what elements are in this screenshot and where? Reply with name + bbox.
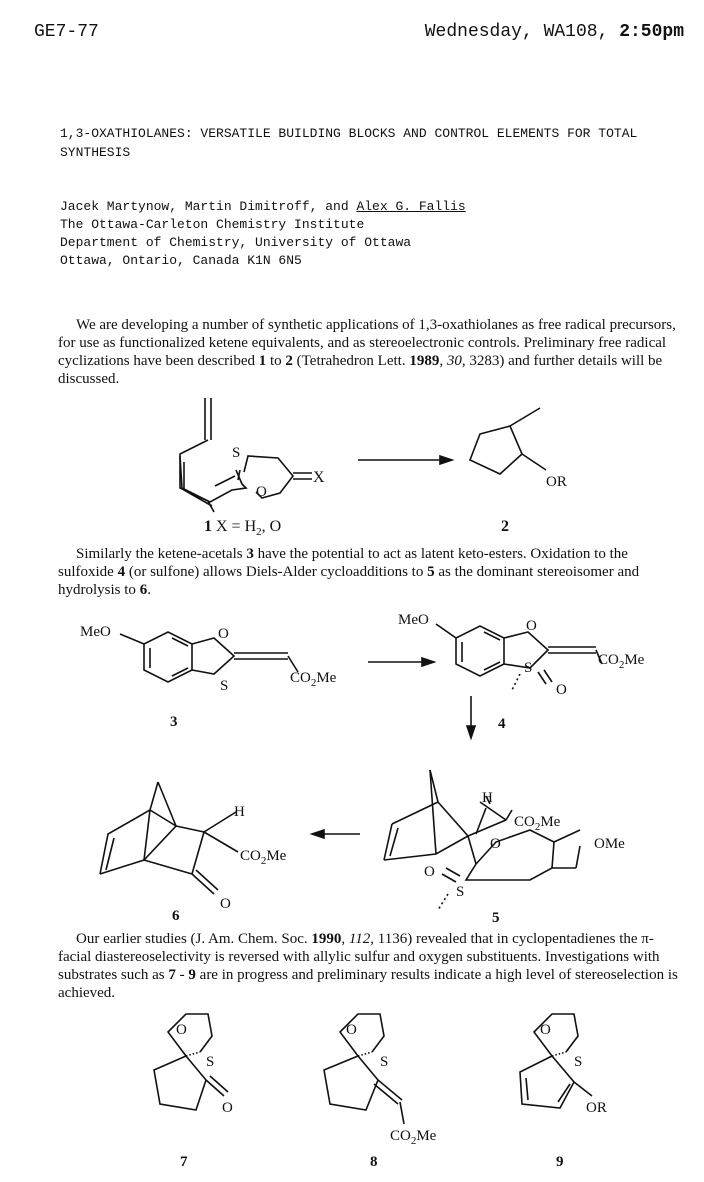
reaction-arrow-left <box>312 830 360 838</box>
compound-1-structure <box>180 398 312 512</box>
p3-compound-ref: 7 <box>168 967 176 983</box>
session-info <box>425 22 684 42</box>
p1-compound-ref: 1 <box>258 353 267 369</box>
author-names-prefix: Jacek Martynow, Martin Dimitroff, and <box>60 199 357 214</box>
atom-label-O: O <box>556 682 567 698</box>
p1-volume: 30 <box>446 353 462 369</box>
compound-6-label: 6 <box>172 908 180 924</box>
atom-label-O: O <box>176 1022 187 1038</box>
atom-label-O: O <box>540 1022 551 1038</box>
atom-label-O: O <box>490 836 501 852</box>
compound-4-structure <box>436 624 602 690</box>
co-text: CO <box>514 814 535 830</box>
compound-3-label: 3 <box>170 714 178 730</box>
p2-compound-ref: 6 <box>139 582 148 598</box>
atom-label-H: H <box>234 804 245 820</box>
scheme-2-diels-alder <box>0 598 704 930</box>
p3-text-e: are in progress and preliminary results indicate a high level of stereoselection is achieved. <box>58 967 678 1001</box>
p2-text-f: . <box>147 582 151 598</box>
me-text: Me <box>416 1128 437 1144</box>
atom-label-OR: OR <box>586 1100 607 1116</box>
compound-7-structure <box>154 1014 228 1110</box>
atom-label-O: O <box>218 626 229 642</box>
p3-compound-ref: 9 <box>188 967 196 983</box>
compound-4-label: 4 <box>498 716 506 732</box>
p3-text-d: - <box>175 967 189 983</box>
p3-year: 1990 <box>311 931 342 947</box>
compound-1-x-alt: , O <box>261 518 282 535</box>
p1-compound-ref: 2 <box>285 353 293 369</box>
p1-text-e: , <box>439 353 447 369</box>
p2-text-d: (or sulfone) allows Diels-Alder cycloadditions to <box>125 564 428 580</box>
reaction-arrow-down <box>467 696 475 738</box>
OMe-label: OMe <box>594 836 625 852</box>
paragraph-1 <box>58 316 684 388</box>
me-text: Me <box>266 848 287 864</box>
co-text: CO <box>240 848 261 864</box>
atom-label-O: O <box>222 1100 233 1116</box>
atom-label-X: X <box>313 469 325 486</box>
subscript-2: 2 <box>260 855 267 867</box>
CO2Me-label <box>290 670 337 689</box>
compound-number-1: 1 <box>204 518 212 535</box>
CO2Me-label <box>240 848 287 867</box>
atom-label-S: S <box>574 1054 583 1070</box>
CO2Me-label <box>598 652 645 671</box>
subscript-2: 2 <box>410 1135 417 1147</box>
atom-label-O: O <box>526 618 537 634</box>
atom-label-O: O <box>220 896 231 912</box>
scheme-3-spiro-substrates <box>0 1000 704 1180</box>
reaction-arrow <box>368 658 434 666</box>
p2-compound-ref: 3 <box>246 546 254 562</box>
atom-label-OR: OR <box>546 474 567 490</box>
author-names <box>60 198 466 216</box>
p1-text-f: , 3283) and further details will be discussed. <box>58 353 663 387</box>
compound-1-label <box>204 518 281 538</box>
compound-2-structure <box>470 408 546 474</box>
subscript-2: 2 <box>310 677 317 689</box>
compound-5-label: 5 <box>492 910 500 926</box>
atom-label-O: O <box>424 864 435 880</box>
atom-label-S: S <box>220 678 229 694</box>
compound-1-x-def: X = H <box>212 518 257 535</box>
paragraph-2 <box>58 545 684 599</box>
paper-title: 1,3-OXATHIOLANES: VERSATILE BUILDING BLOCKS AND CONTROL ELEMENTS FOR TOTAL SYNTHESIS <box>60 126 638 160</box>
compound-8-label: 8 <box>370 1154 378 1170</box>
subscript-2: 2 <box>618 659 625 671</box>
compound-1-subscript: 2 <box>256 526 262 538</box>
affiliation-address: Ottawa, Ontario, Canada K1N 6N5 <box>60 253 302 268</box>
atom-label-S: S <box>232 445 241 461</box>
p3-volume: 112 <box>348 931 371 947</box>
co-text: CO <box>290 670 311 686</box>
compound-2-label: 2 <box>501 518 509 535</box>
atom-label-S: S <box>206 1054 215 1070</box>
paragraph-3 <box>58 930 684 1002</box>
p2-text-e: as the dominant stereoisomer and hydrolysis to <box>58 564 640 598</box>
p2-compound-ref: 4 <box>117 564 126 580</box>
atom-label-O: O <box>256 484 267 500</box>
MeO-label: MeO <box>398 612 429 628</box>
compound-8-structure <box>324 1014 404 1124</box>
atom-label-S: S <box>456 884 465 900</box>
p1-text-d: (Tetrahedron Lett. <box>292 353 410 369</box>
CO2Me-label <box>390 1128 437 1147</box>
p1-text-c: to <box>266 353 286 369</box>
session-time: 2:50pm <box>619 22 684 42</box>
MeO-label: MeO <box>80 624 111 640</box>
subscript-2: 2 <box>534 821 541 833</box>
abstract-code: GE7-77 <box>34 22 99 42</box>
p2-text-a: Similarly the ketene-acetals <box>76 546 247 562</box>
presenting-author: Alex G. Fallis <box>356 199 466 214</box>
p2-compound-ref: 5 <box>427 564 435 580</box>
compound-7-label: 7 <box>180 1154 188 1170</box>
p3-text-c: , 1136) revealed that in cyclopentadienes the π-facial diastereoselectivity is reversed with allylic sulfur and oxygen substituents. Investigations with substrates such as <box>58 931 660 983</box>
atom-label-O: O <box>346 1022 357 1038</box>
atom-label-S: S <box>524 660 533 676</box>
co-text: CO <box>390 1128 411 1144</box>
compound-6-structure <box>100 782 238 894</box>
session-prefix: Wednesday, WA108, <box>424 22 620 42</box>
scheme-1-radical-cyclization <box>0 390 704 540</box>
me-text: Me <box>316 670 337 686</box>
p1-text-a: We are developing a number of synthetic applications of 1,3-oxathiolanes as free radical precursors, for use as functionalized ketene equivalents, and as stereoelectronic controls. Preliminary free radical cyclizations have been described <box>58 317 676 369</box>
affiliation-department: Department of Chemistry, University of Ottawa <box>60 235 412 250</box>
author-block <box>60 198 466 270</box>
compound-9-label: 9 <box>556 1154 564 1170</box>
affiliation-institute: The Ottawa-Carleton Chemistry Institute <box>60 217 365 232</box>
CO2Me-label <box>514 814 561 833</box>
co-text: CO <box>598 652 619 668</box>
atom-label-H: H <box>482 790 493 806</box>
compound-3-structure <box>120 632 298 682</box>
p2-text-c: have the potential to act as latent keto-esters. Oxidation to the sulfoxide <box>58 546 628 580</box>
p3-text-a: Our earlier studies (J. Am. Chem. Soc. <box>76 931 312 947</box>
me-text: Me <box>624 652 645 668</box>
atom-label-S: S <box>380 1054 389 1070</box>
me-text: Me <box>540 814 561 830</box>
reaction-arrow <box>358 456 452 464</box>
p1-year: 1989 <box>409 353 440 369</box>
p3-text-b: , <box>341 931 349 947</box>
